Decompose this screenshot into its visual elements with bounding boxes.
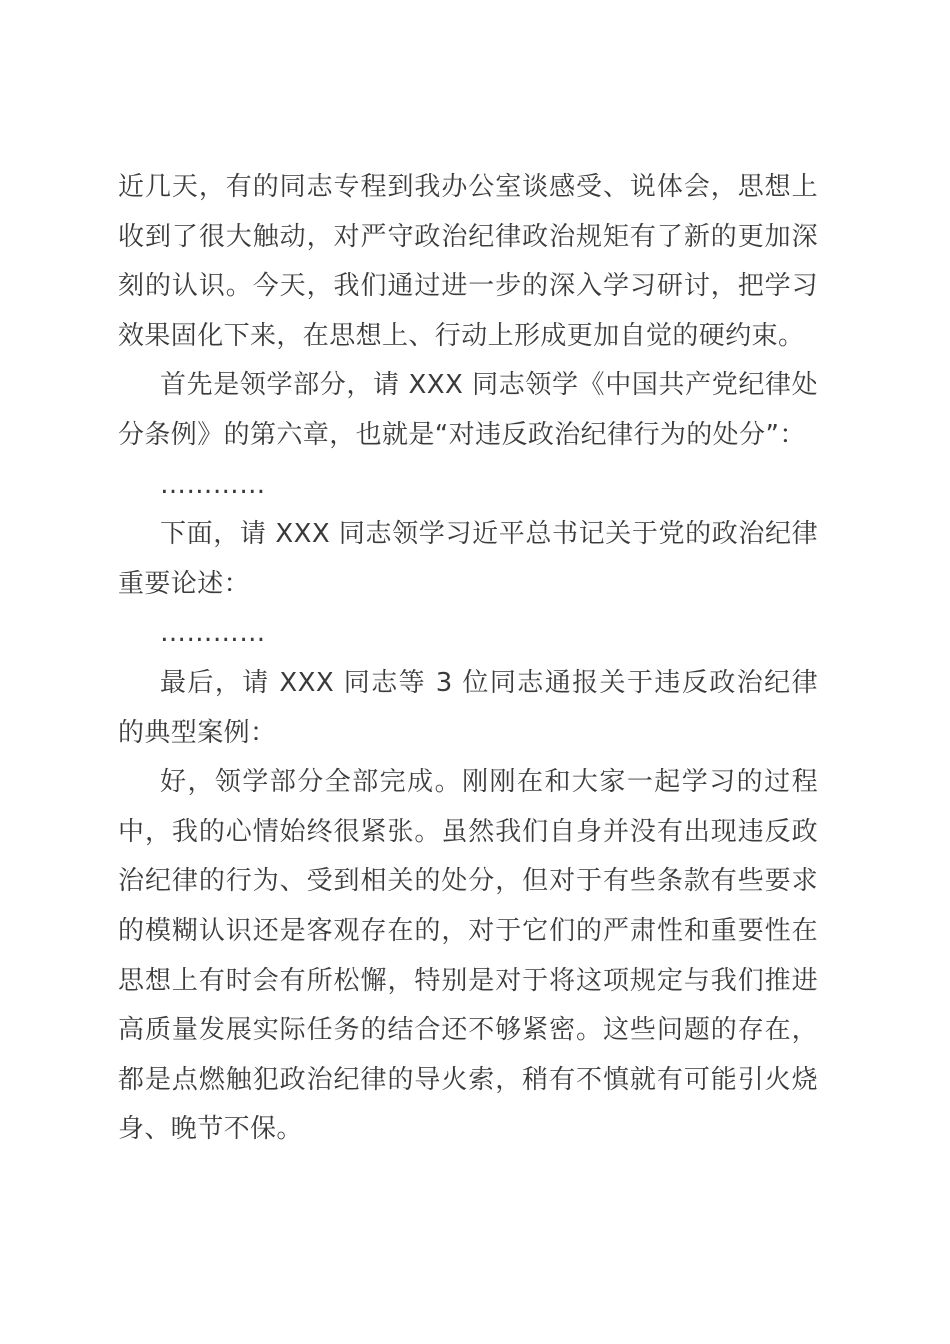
- paragraph-first-reading: 首先是领学部分，请 XXX 同志领学《中国共产党纪律处分条例》的第六章，也就是“对违反政治纪律行为的处分”：: [118, 370, 818, 450]
- paragraph-ellipsis-1: …………: [160, 469, 266, 500]
- paragraph-case-report: 最后，请 XXX 同志等 3 位同志通报关于违反政治纪律的典型案例：: [118, 667, 818, 748]
- paragraph-intro: 近几天，有的同志专程到我办公室谈感受、说体会，思想上收到了很大触动，对严守政治纪律政治规矩有了新的更加深刻的认识。今天，我们通过进一步的深入学习研讨，把学习效果固化下来，在思想上、行动上形成更加自觉的硬约束。: [118, 172, 818, 351]
- paragraph-reflection: 好，领学部分全部完成。刚刚在和大家一起学习的过程中，我的心情始终很紧张。虽然我们自身并没有出现违反政治纪律的行为、受到相关的处分，但对于有些条款有些要求的模糊认识还是客观存在的，对于它们的严肃性和重要性在思想上有时会有所松懈，特别是对于将这项规定与我们推进高质量发展实际任务的结合还不够紧密。这些问题的存在，都是点燃触犯政治纪律的导火索，稍有不慎就有可能引火烧身、晚节不保。: [118, 767, 818, 1145]
- paragraph-second-reading: 下面，请 XXX 同志领学习近平总书记关于党的政治纪律重要论述：: [118, 519, 818, 599]
- paragraph-ellipsis-2: …………: [160, 618, 266, 649]
- document-body: [118, 163, 818, 1155]
